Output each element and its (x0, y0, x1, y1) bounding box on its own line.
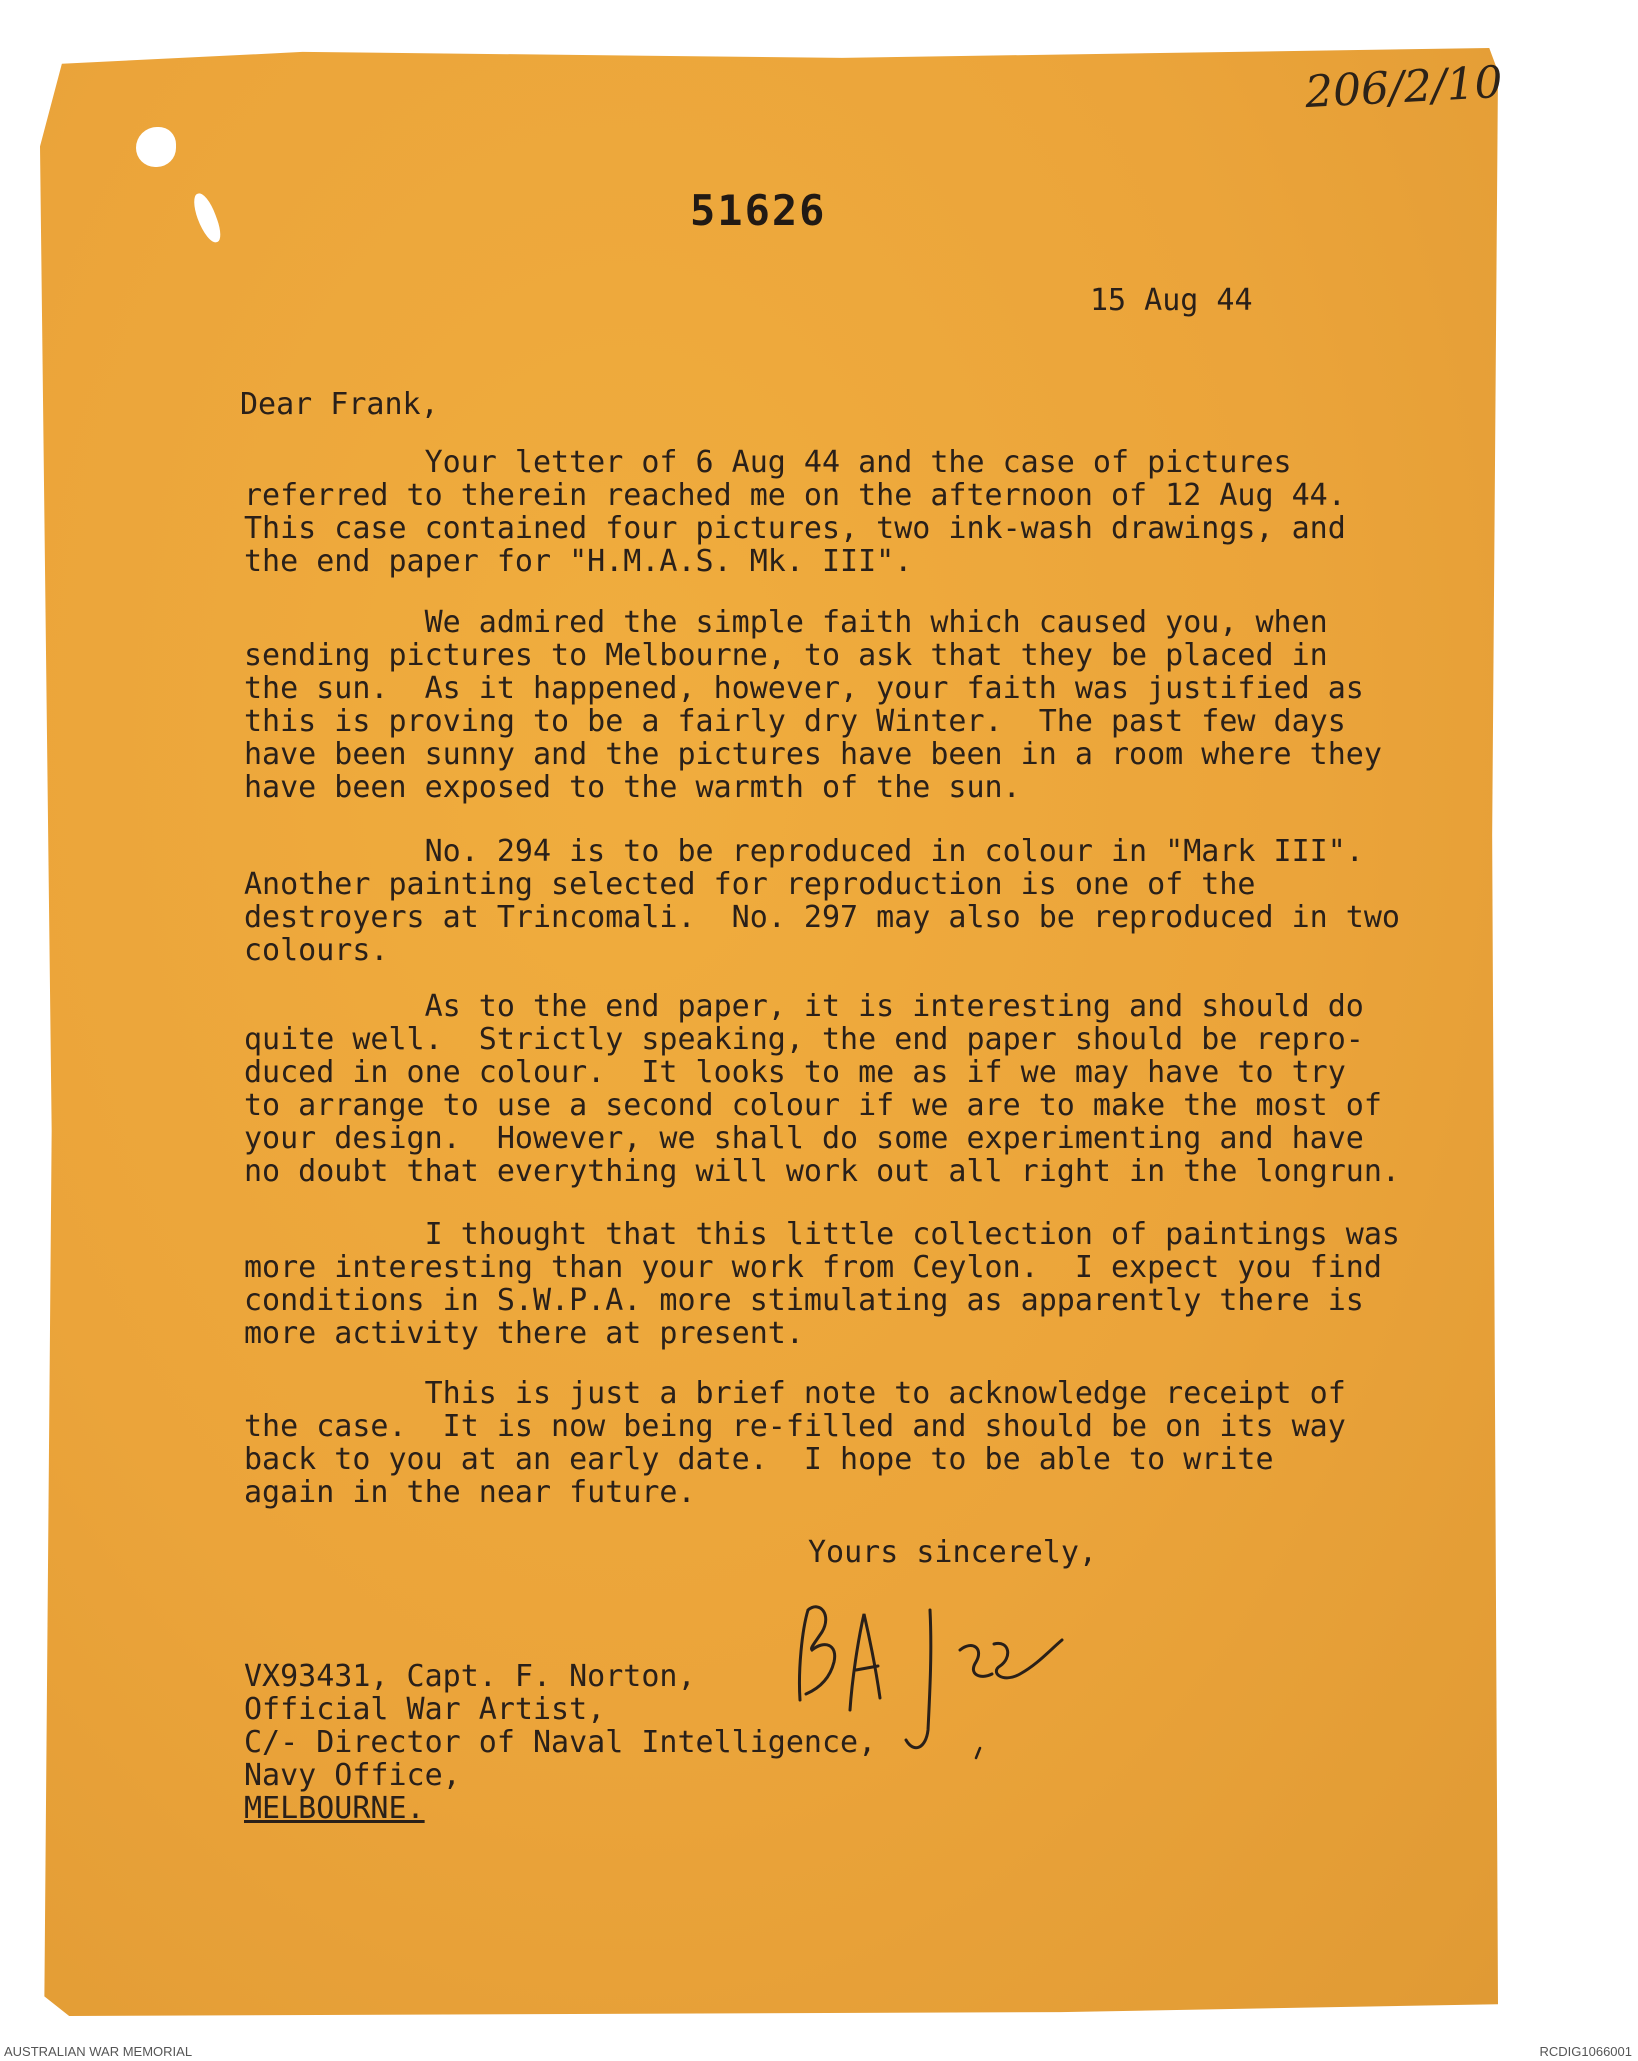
salutation: Dear Frank, (240, 387, 439, 422)
paragraph-6: This is just a brief note to acknowledge receipt of the case. It is now being re-filled and should be on its way back to you at an early date. I hope to be able to write again in the near future. (244, 1376, 1346, 1510)
handwritten-file-reference: 206/2/10 (1303, 56, 1504, 119)
letter-date: 15 Aug 44 (1090, 283, 1253, 318)
paragraph-4: As to the end paper, it is interesting and should do quite well. Strictly speaking, the end paper should be repro- duced in one colour. It looks to me as if we may have to try to arrange to use a second colour if we are to make the most of your design. However, we shall do some experimenting and have no doubt that everything will work out all right in the longrun. (244, 989, 1400, 1189)
paragraph-3: No. 294 is to be reproduced in colour in "Mark III". Another painting selected for reproduction is one of the destroyers at Trincomali. No. 297 may also be reproduced in two colours. (244, 834, 1400, 968)
archive-identifier: RCDIG1066001 (1539, 2044, 1632, 2059)
recipient-city: MELBOURNE. (244, 1791, 425, 1826)
document-stamp-number: 51626 (690, 186, 827, 235)
paragraph-5: I thought that this little collection of paintings was more interesting than your work from Ceylon. I expect you find conditions in S.W.P.A. more stimulating as apparently there is more activity there at present. (244, 1217, 1400, 1351)
paragraph-2: We admired the simple faith which caused you, when sending pictures to Melbourne, to ask that they be placed in the sun. As it happened, however, your faith was justified as this is proving to be a fairly dry Winter. The past few days have been sunny and the pictures have been in a room where they have been exposed to the warmth of the sun. (244, 605, 1382, 805)
closing: Yours sincerely, (808, 1535, 1097, 1570)
recipient-address: VX93431, Capt. F. Norton, Official War Artist, C/- Director of Naval Intelligence, Navy Office, (244, 1659, 877, 1793)
archive-credit: AUSTRALIAN WAR MEMORIAL (4, 2044, 193, 2059)
punch-hole (136, 127, 176, 167)
paragraph-1: Your letter of 6 Aug 44 and the case of pictures referred to therein reached me on the afternoon of 12 Aug 44. This case contained four pictures, two ink-wash drawings, and the end paper for "H.M.A.S. Mk. III". (244, 445, 1346, 579)
